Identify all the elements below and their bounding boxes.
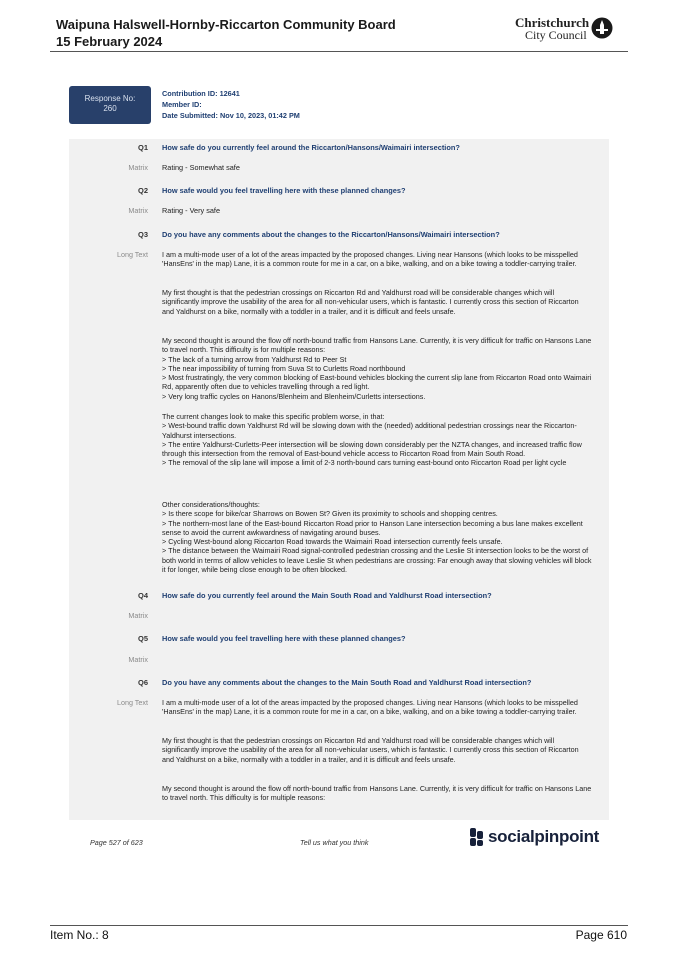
- socialpinpoint-logo: [470, 826, 610, 850]
- inner-page-count: Page 527 of 623: [90, 838, 143, 847]
- q6-paragraph-3: My second thought is around the flow off north-bound traffic from Hansons Lane. Currently, it is very difficult for traffic on Hansons Lane to travel north. This difficulty is for multiple reasons:: [162, 784, 592, 803]
- socialpinpoint-wordmark: socialpinpoint: [488, 827, 600, 846]
- logo-line2: City Council: [525, 28, 587, 42]
- q4-text: How safe do you currently feel around the Main South Road and Yaldhurst Road intersection?: [162, 591, 492, 600]
- socialpinpoint-icon: [470, 828, 484, 848]
- q2-number: Q2: [137, 186, 148, 195]
- contribution-value: 12641: [219, 89, 240, 98]
- q3-paragraph-2: My first thought is that the pedestrian crossings on Riccarton Rd and Yaldhurst road will be considerable changes which will significantly improve the usability of the area for all non-vehicular users, which is fantastic. I currently cross this section of Riccarton and Yaldhurst on a bike, normally with a toddler in a trailer, and it is difficult and feels unsafe.: [162, 288, 579, 316]
- q5-number: Q5: [137, 634, 148, 643]
- logo-line1: Christchurch: [515, 15, 590, 30]
- q6-type: Long Text: [116, 698, 148, 707]
- q3-paragraph-1: I am a multi-mode user of a lot of the areas impacted by the proposed changes. Living near Hansons (which looks to be misspelled 'HansEns' in the map) Lane, it is a common route for me in a car, on a bike, walking, and on a bike towing a toddler-carrying trailer.: [162, 250, 578, 269]
- page-number: Page 610: [575, 928, 627, 942]
- header-rule: [50, 51, 628, 52]
- q3-paragraph-3: My second thought is around the flow off north-bound traffic from Hansons Lane. Currently, it is very difficult for traffic on Hansons Lane to travel north. This difficulty is for multiple reasons: > The lack of a turning arrow from Yaldhurst Rd to Peer St > The near impossibility of turning from Suva St to Curletts Road northbound > Most frustratingly, the very common blocking of East-bound vehicles blocking the current slip lane from Riccarton Road onto Waimairi Rd, apparently often due to vehicles travelling through a red light. > Very long traffic cycles on Hanons/Blenheim and Blenheim/Curletts intersections.: [162, 336, 592, 401]
- date-label: Date Submitted:: [162, 111, 218, 120]
- answers-panel: [69, 139, 609, 820]
- contribution-label: Contribution ID:: [162, 89, 218, 98]
- q6-paragraph-2: My first thought is that the pedestrian crossings on Riccarton Rd and Yaldhurst road will be considerable changes which will significantly improve the usability of the area for all non-vehicular users, which is fantastic. I currently cross this section of Riccarton and Yaldhurst on a bike, normally with a toddler in a trailer, and it is difficult and feels unsafe.: [162, 736, 579, 764]
- date-value: Nov 10, 2023, 01:42 PM: [219, 111, 300, 120]
- q3-paragraph-5: Other considerations/thoughts: > Is there scope for bike/car Sharrows on Bowen St? Given its proximity to schools and shopping centres. > The northern-most lane of the East-bound Riccarton Road prior to Hanson Lane intersection becoming a bus lane makes excellent sense to avoid the current awkwardness of navigating around buses. > Cycling West-bound along Riccarton Road towards the Waimairi Road intersection currently feels unsafe. > The distance between the Waimairi Road signal-controlled pedestrian crossing and the Leslie St intersection looks to be the worst of both world in terms of allow vehicles to leave Leslie St when pedestrians are crossing: Far enough away that slowing vehicles will block it for longer, while being close enough to be often blocked.: [162, 500, 592, 575]
- q6-number: Q6: [137, 678, 148, 687]
- q1-type: Matrix: [128, 163, 148, 172]
- document-header: [56, 16, 396, 50]
- q3-number: Q3: [137, 230, 148, 239]
- member-label: Member ID:: [162, 100, 202, 109]
- q2-answer: Rating - Very safe: [162, 206, 220, 215]
- q3-type: Long Text: [116, 250, 148, 259]
- q5-type: Matrix: [128, 655, 148, 664]
- item-number: Item No.: 8: [50, 928, 109, 942]
- q1-number: Q1: [137, 143, 148, 152]
- q1-answer: Rating - Somewhat safe: [162, 163, 240, 172]
- board-name: Waipuna Halswell-Hornby-Riccarton Community Board: [56, 17, 396, 32]
- q2-type: Matrix: [128, 206, 148, 215]
- response-badge: [69, 86, 151, 124]
- contribution-meta: [162, 88, 300, 121]
- response-label: Response No:: [84, 94, 136, 103]
- q6-text: Do you have any comments about the changes to the Main South Road and Yaldhurst Road intersection?: [162, 678, 532, 687]
- footer-rule: [50, 925, 628, 926]
- q3-paragraph-4: The current changes look to make this specific problem worse, in that: > West-bound traffic down Yaldhurst Rd will be slowing down with the (needed) additional pedestrian crossings near the Riccarton-Yaldhurst intersections. > The entire Yaldhurst-Curletts-Peer intersection will be slowing down considerably per the NZTA changes, and increased traffic flow through this intersection from the removal of East-bound vehicle access to Riccarton Road from Main South Road. > The removal of the slip lane will impose a limit of 2-3 north-bound cars turning east-bound onto Riccarton Road per light cycle: [162, 412, 582, 468]
- q1-text: How safe do you currently feel around the Riccarton/Hansons/Waimairi intersection?: [162, 143, 460, 152]
- q6-paragraph-1: I am a multi-mode user of a lot of the areas impacted by the proposed changes. Living near Hansons (which looks to be misspelled 'HansEns' in the map) Lane, it is a common route for me in a car, on a bike, walking, and on a bike towing a toddler-carrying trailer.: [162, 698, 578, 717]
- meeting-date: 15 February 2024: [56, 34, 163, 49]
- q2-text: How safe would you feel travelling here with these planned changes?: [162, 186, 406, 195]
- q4-number: Q4: [137, 591, 148, 600]
- q4-type: Matrix: [128, 611, 148, 620]
- q5-text: How safe would you feel travelling here with these planned changes?: [162, 634, 406, 643]
- response-number: 260: [103, 104, 117, 113]
- cathedral-emblem-icon: [591, 17, 613, 39]
- christchurch-logo: [515, 15, 615, 43]
- tell-us-text: Tell us what you think: [300, 838, 369, 847]
- q3-text: Do you have any comments about the changes to the Riccarton/Hansons/Waimairi intersection?: [162, 230, 500, 239]
